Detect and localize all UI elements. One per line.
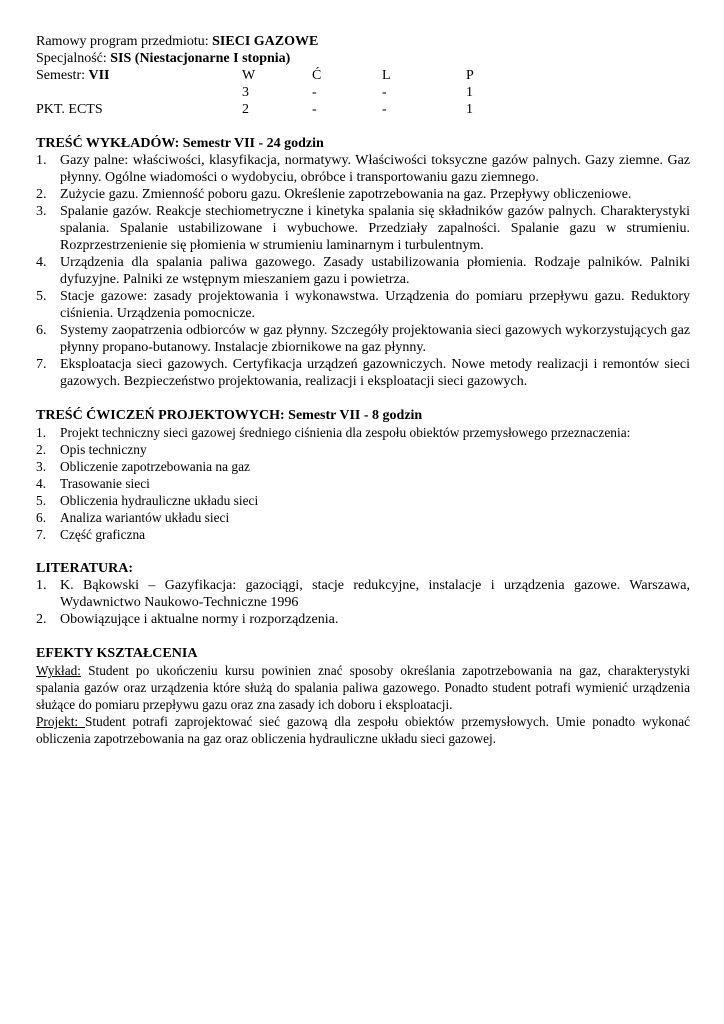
hours-row — [36, 84, 506, 101]
lectures-list — [36, 152, 690, 390]
ects-p: 1 — [466, 102, 473, 117]
effects-lecture-label: Wykład: — [36, 663, 81, 678]
list-item: 2. Obowiązujące i aktualne normy i rozporządzenia. — [36, 612, 339, 627]
hours-table — [36, 67, 506, 118]
document-page — [36, 33, 690, 747]
specialization-line — [36, 50, 690, 67]
ects-row — [36, 101, 506, 118]
ects-label: PKT. ECTS — [36, 102, 103, 117]
hours-l: - — [382, 85, 387, 100]
list-item: 1. K. Bąkowski – Gazyfikacja: gazociągi, stacje redukcyjne, instalacje i urządzenia gazowe. Warszawa, Wydawnictwo Naukowo-Techniczne 1996 — [36, 578, 690, 610]
literature-list — [36, 577, 690, 628]
program-value: SIECI GAZOWE — [212, 34, 319, 49]
list-item: 1. Gazy palne: właściwości, klasyfikacja, normatywy. Właściwości toksyczne gazów palnych. Gazy ziemne. Gaz płynny. Ogólne wiadomości o wydobyciu, obróbce i transportowaniu gazu ziemnego. — [36, 153, 690, 185]
literature-title: LITERATURA: — [36, 561, 133, 576]
ects-c: - — [312, 102, 317, 117]
list-item: 6. Systemy zaopatrzenia odbiorców w gaz płynny. Szczegóły projektowania sieci gazowych wykorzystujących gaz płynny propano-butanowy. Instalacje zbiornikowe na gaz płynny. — [36, 323, 690, 355]
list-item: 7. Część graficzna — [36, 527, 146, 542]
hours-c: - — [312, 85, 317, 100]
hours-p: 1 — [466, 85, 473, 100]
list-item: 3. Obliczenie zapotrzebowania na gaz — [36, 459, 250, 474]
ects-l: - — [382, 102, 387, 117]
column-p: P — [466, 68, 474, 83]
effects-lecture-text: Student po ukończeniu kursu powinien znać sposoby określania zapotrzebowania na gaz, charakterystyki spalania gazów oraz urządzenia które służą do spalania paliwa gazowego. Ponadto student potrafi wymienić urządzenia służące do pomiaru przepływu gazu oraz zna zasady ich doboru i eksploatacji. — [36, 663, 690, 712]
semester-value: VII — [88, 68, 110, 83]
program-label: Ramowy program przedmiotu: — [36, 34, 213, 49]
column-c: Ć — [312, 68, 322, 83]
semester-label: Semestr: — [36, 68, 89, 83]
projects-list — [36, 424, 690, 543]
semester-cell — [36, 67, 242, 84]
effects-project-label: Projekt: — [36, 714, 86, 729]
lectures-title: TREŚĆ WYKŁADÓW: Semestr VII - 24 godzin — [36, 136, 324, 151]
semester-row — [36, 67, 506, 84]
specialization-value: SIS (Niestacjonarne I stopnia) — [110, 51, 291, 66]
effects-title: EFEKTY KSZTAŁCENIA — [36, 646, 198, 661]
list-item: 5. Obliczenia hydrauliczne układu sieci — [36, 493, 259, 508]
list-item: 1. Projekt techniczny sieci gazowej średniego ciśnienia dla zespołu obiektów przemysłowego przeznaczenia: — [36, 425, 631, 440]
effects-block — [36, 662, 690, 747]
effects-lecture — [36, 662, 690, 713]
ects-w: 2 — [242, 102, 249, 117]
list-item: 4. Urządzenia dla spalania paliwa gazowego. Zasady ustabilizowania płomienia. Rodzaje palników. Palniki dyfuzyjne. Palniki ze wstępnym mieszaniem gazu i powietrza. — [36, 255, 690, 287]
list-item: 2. Opis techniczny — [36, 442, 147, 457]
specialization-label: Specjalność: — [36, 51, 111, 66]
column-w: W — [242, 68, 256, 83]
effects-project — [36, 713, 690, 747]
list-item: 6. Analiza wariantów układu sieci — [36, 510, 230, 525]
hours-w: 3 — [242, 85, 249, 100]
list-item: 7. Eksploatacja sieci gazowych. Certyfikacja urządzeń gazowniczych. Nowe metody realizacji i remontów sieci gazowych. Bezpieczeństwo projektowania, realizacji i eksploatacji sieci gazowych. — [36, 357, 690, 389]
list-item: 3. Spalanie gazów. Reakcje stechiometryczne i kinetyka spalania się składników gazów palnych. Charakterystyki spalania. Spalanie ustabilizowane i wybuchowe. Przedziały zapalności. Spalanie gazu w strumieniu. Rozprzestrzenienie się płomienia w strumieniu laminarnym i turbulentnym. — [36, 204, 690, 253]
projects-title: TREŚĆ ĆWICZEŃ PROJEKTOWYCH: Semestr VII - 8 godzin — [36, 408, 423, 423]
list-item: 5. Stacje gazowe: zasady projektowania i wykonawstwa. Urządzenia do pomiaru przepływu gazu. Reduktory ciśnienia. Urządzenia pomocnicze. — [36, 289, 690, 321]
list-item: 2. Zużycie gazu. Zmienność poboru gazu. Określenie zapotrzebowania na gaz. Przepływy obliczeniowe. — [36, 187, 632, 202]
effects-project-text: Student potrafi zaprojektować sieć gazową dla zespołu obiektów przemysłowych. Umie ponadto wykonać obliczenia zapotrzebowania na gaz oraz obliczenia hydrauliczne układu sieci gazowej. — [36, 714, 691, 746]
column-l: L — [382, 68, 391, 83]
list-item: 4. Trasowanie sieci — [36, 476, 150, 491]
program-line — [36, 33, 690, 50]
